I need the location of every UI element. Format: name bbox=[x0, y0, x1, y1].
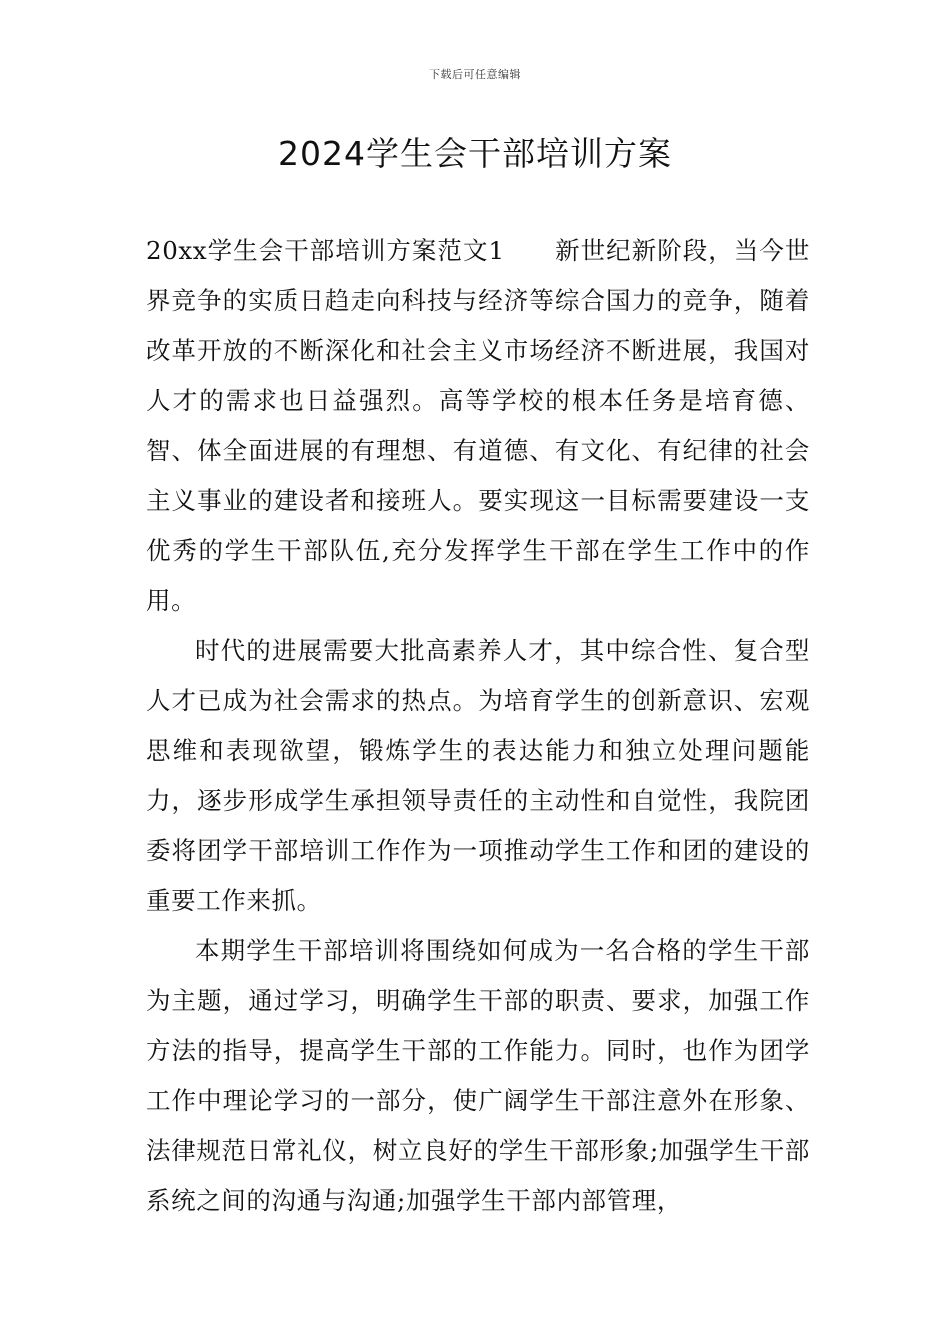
paragraph-1-lead: 20xx学生会干部培训方案范文1 bbox=[146, 236, 505, 265]
header-note: 下载后可任意编辑 bbox=[429, 68, 521, 81]
document-body bbox=[146, 226, 810, 1226]
paragraph-1-text: 新世纪新阶段，当今世界竞争的实质日趋走向科技与经济等综合国力的竞争，随着改革开放的不断深化和社会主义市场经济不断进展，我国对人才的需求也日益强烈。高等学校的根本任务是培育德、智、体全面进展的有理想、有道德、有文化、有纪律的社会主义事业的建设者和接班人。要实现这一目标需要建设一支优秀的学生干部队伍,充分发挥学生干部在学生工作中的作用。 bbox=[146, 236, 811, 615]
document-title: 2024学生会干部培训方案 bbox=[278, 134, 672, 173]
paragraph-1 bbox=[146, 226, 810, 626]
paragraph-2: 时代的进展需要大批高素养人才，其中综合性、复合型人才已成为社会需求的热点。为培育学生的创新意识、宏观思维和表现欲望，锻炼学生的表达能力和独立处理问题能力，逐步形成学生承担领导责任的主动性和自觉性，我院团委将团学干部培训工作作为一项推动学生工作和团的建设的重要工作来抓。 bbox=[146, 636, 810, 915]
paragraph-3: 本期学生干部培训将围绕如何成为一名合格的学生干部为主题，通过学习，明确学生干部的职责、要求，加强工作方法的指导，提高学生干部的工作能力。同时，也作为团学工作中理论学习的一部分，使广阔学生干部注意外在形象、法律规范日常礼仪，树立良好的学生干部形象;加强学生干部系统之间的沟通与沟通;加强学生干部内部管理， bbox=[146, 936, 810, 1215]
